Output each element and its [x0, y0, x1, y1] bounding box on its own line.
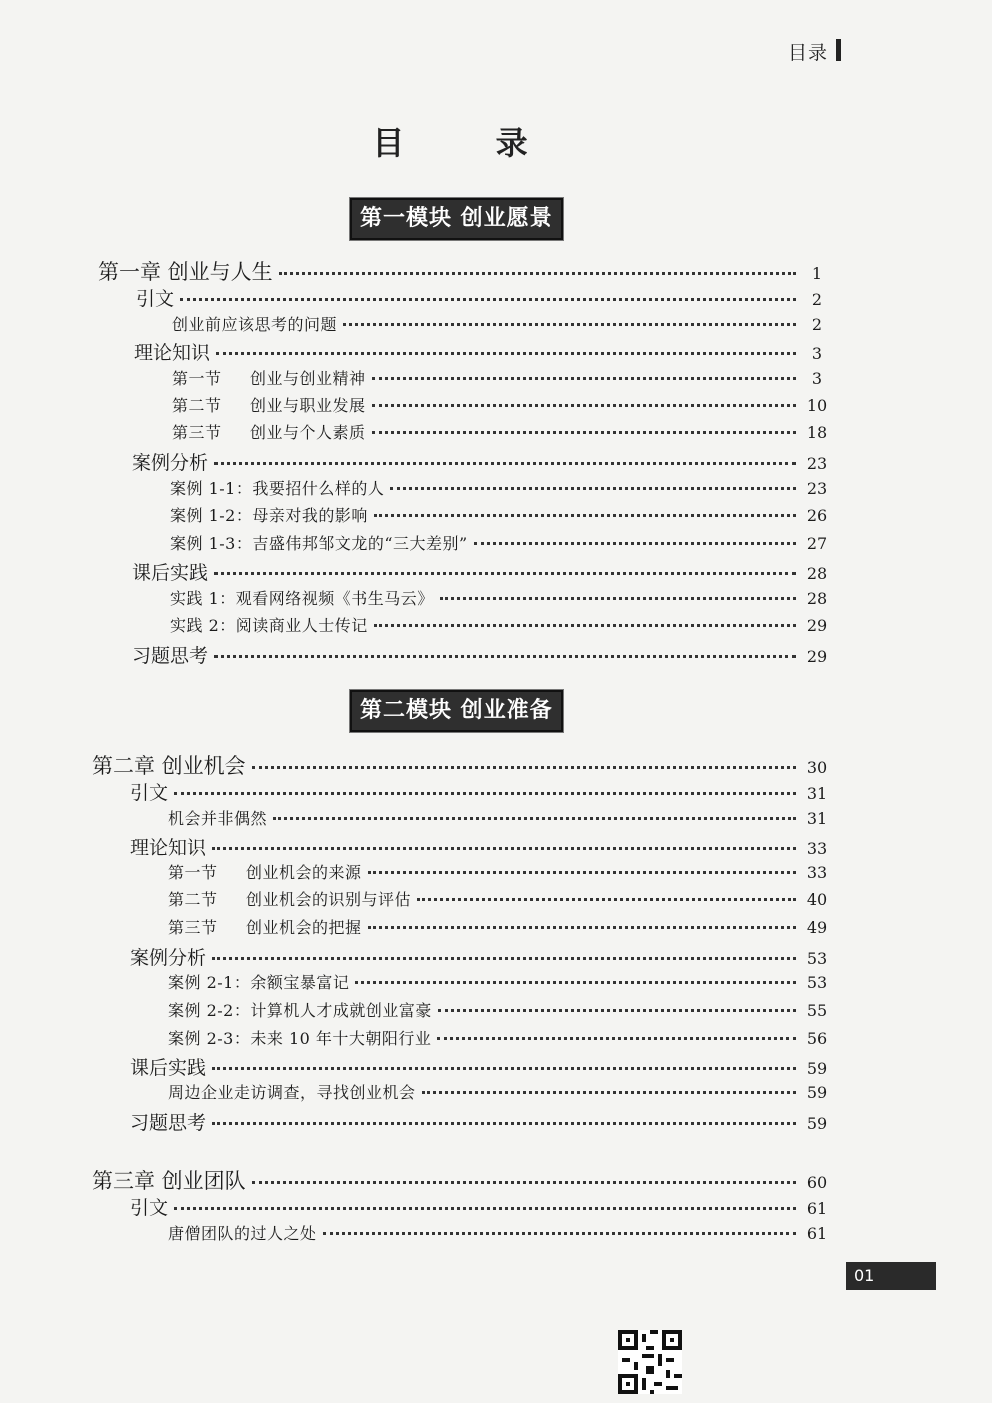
toc-page: 10: [806, 396, 828, 415]
toc-page: 53: [806, 973, 828, 992]
toc-page: 23: [806, 479, 828, 498]
toc-page: 56: [806, 1029, 828, 1048]
toc-label: 案例 1-1：我要招什么样的人: [170, 479, 385, 498]
toc-label: 创业与职业发展: [250, 396, 366, 415]
toc-entry[interactable]: [170, 613, 832, 636]
toc-page: 28: [806, 564, 828, 583]
toc-page: 2: [811, 315, 823, 334]
toc-entry[interactable]: [132, 448, 832, 475]
toc-section-number: 第一节: [172, 369, 222, 388]
toc-entry[interactable]: [172, 393, 832, 416]
toc-label: 课后实践: [132, 562, 209, 584]
toc-page: 33: [806, 839, 828, 858]
toc-page: 61: [806, 1199, 828, 1218]
toc-section-number: 第一节: [168, 863, 218, 882]
toc-page: 30: [806, 758, 828, 777]
toc-entry[interactable]: [172, 366, 832, 389]
toc-entry[interactable]: [172, 312, 832, 335]
toc-label: 理论知识: [130, 837, 207, 859]
toc-entry[interactable]: [130, 1193, 832, 1220]
toc-entry[interactable]: [130, 778, 832, 805]
toc-label: 第一章 创业与人生: [98, 260, 273, 284]
toc-label: 引文: [136, 288, 175, 310]
toc-label: 创业机会的识别与评估: [246, 890, 412, 909]
toc-label: 习题思考: [132, 645, 209, 667]
toc-entry[interactable]: [168, 1026, 832, 1049]
toc-page: 31: [806, 784, 828, 803]
toc-page: 61: [806, 1224, 828, 1243]
toc-entry[interactable]: [172, 420, 832, 443]
toc-page: 59: [806, 1083, 828, 1102]
toc-label: 案例分析: [132, 452, 209, 474]
toc-label: 创业机会的把握: [246, 918, 362, 937]
toc-entry[interactable]: [170, 531, 832, 554]
toc-label: 机会并非偶然: [168, 809, 268, 828]
toc-label: 周边企业走访调查，寻找创业机会: [168, 1083, 416, 1102]
module-banner-1: 第一模块 创业愿景: [350, 198, 563, 240]
toc-label: 案例 1-3：吉盛伟邦邹文龙的“三大差别”: [170, 534, 468, 553]
toc-entry[interactable]: [168, 1080, 832, 1103]
toc-page: 1: [811, 264, 823, 283]
toc-page: 3: [811, 344, 823, 363]
toc-label: 引文: [130, 782, 169, 804]
toc-entry[interactable]: [168, 887, 832, 910]
toc-chapter-1[interactable]: [98, 256, 832, 286]
toc-page: 40: [806, 890, 828, 909]
toc-section-number: 第三节: [172, 423, 222, 442]
header-bar: [836, 39, 841, 61]
toc-label: 第二章 创业机会: [92, 754, 246, 778]
toc-entry[interactable]: [132, 558, 832, 585]
running-header: 目录: [788, 42, 829, 64]
toc-page: 27: [806, 534, 828, 553]
toc-label: 第三章 创业团队: [92, 1169, 246, 1193]
toc-label: 案例 2-1：余额宝暴富记: [168, 973, 350, 992]
toc-label: 习题思考: [130, 1112, 207, 1134]
toc-label: 创业机会的来源: [246, 863, 362, 882]
toc-entry[interactable]: [168, 860, 832, 883]
toc-page: 31: [806, 809, 828, 828]
toc-label: 理论知识: [134, 342, 211, 364]
toc-page: 59: [806, 1114, 828, 1133]
toc-chapter-2[interactable]: [92, 750, 832, 780]
toc-entry[interactable]: [170, 476, 832, 499]
module-banner-2: 第二模块 创业准备: [350, 690, 563, 732]
toc-label: 课后实践: [130, 1057, 207, 1079]
toc-label: 创业与创业精神: [250, 369, 366, 388]
toc-label: 案例 2-3：未来 10 年十大朝阳行业: [168, 1029, 432, 1048]
toc-page: 3: [811, 369, 823, 388]
toc-label: 案例分析: [130, 947, 207, 969]
toc-entry[interactable]: [170, 503, 832, 526]
toc-entry[interactable]: [170, 586, 832, 609]
toc-page: 2: [811, 290, 823, 309]
toc-label: 案例 2-2：计算机人才成就创业富豪: [168, 1001, 432, 1020]
toc-entry[interactable]: [132, 641, 832, 668]
toc-page: 49: [806, 918, 828, 937]
toc-entry[interactable]: [168, 1221, 832, 1244]
toc-page: 18: [806, 423, 828, 442]
toc-section-number: 第二节: [168, 890, 218, 909]
toc-page: 60: [806, 1173, 828, 1192]
toc-entry[interactable]: [130, 833, 832, 860]
toc-page: 33: [806, 863, 828, 882]
toc-label: 案例 1-2：母亲对我的影响: [170, 506, 368, 525]
page-title: 目 录: [372, 124, 568, 162]
toc-label: 引文: [130, 1197, 169, 1219]
toc-label: 实践 1：观看网络视频《书生马云》: [170, 589, 434, 608]
toc-page: 29: [806, 647, 828, 666]
toc-page: 28: [806, 589, 828, 608]
page-number-badge: 01: [846, 1262, 936, 1290]
toc-entry[interactable]: [168, 806, 832, 829]
toc-entry[interactable]: [168, 970, 832, 993]
toc-entry[interactable]: [130, 943, 832, 970]
toc-entry[interactable]: [136, 284, 832, 311]
toc-entry[interactable]: [130, 1108, 832, 1135]
toc-page: 23: [806, 454, 828, 473]
toc-entry[interactable]: [168, 915, 832, 938]
qr-code-icon[interactable]: [618, 1330, 682, 1394]
toc-label: 创业前应该思考的问题: [172, 315, 338, 334]
toc-label: 实践 2：阅读商业人士传记: [170, 616, 368, 635]
toc-page: 26: [806, 506, 828, 525]
toc-label: 创业与个人素质: [250, 423, 366, 442]
toc-section-number: 第二节: [172, 396, 222, 415]
toc-page: 53: [806, 949, 828, 968]
toc-label: 唐僧团队的过人之处: [168, 1224, 317, 1243]
toc-entry[interactable]: [134, 338, 832, 365]
toc-page: 55: [806, 1001, 828, 1020]
toc-page: 29: [806, 616, 828, 635]
toc-chapter-3[interactable]: [92, 1165, 832, 1195]
toc-page: 59: [806, 1059, 828, 1078]
toc-entry[interactable]: [168, 998, 832, 1021]
toc-section-number: 第三节: [168, 918, 218, 937]
toc-entry[interactable]: [130, 1053, 832, 1080]
